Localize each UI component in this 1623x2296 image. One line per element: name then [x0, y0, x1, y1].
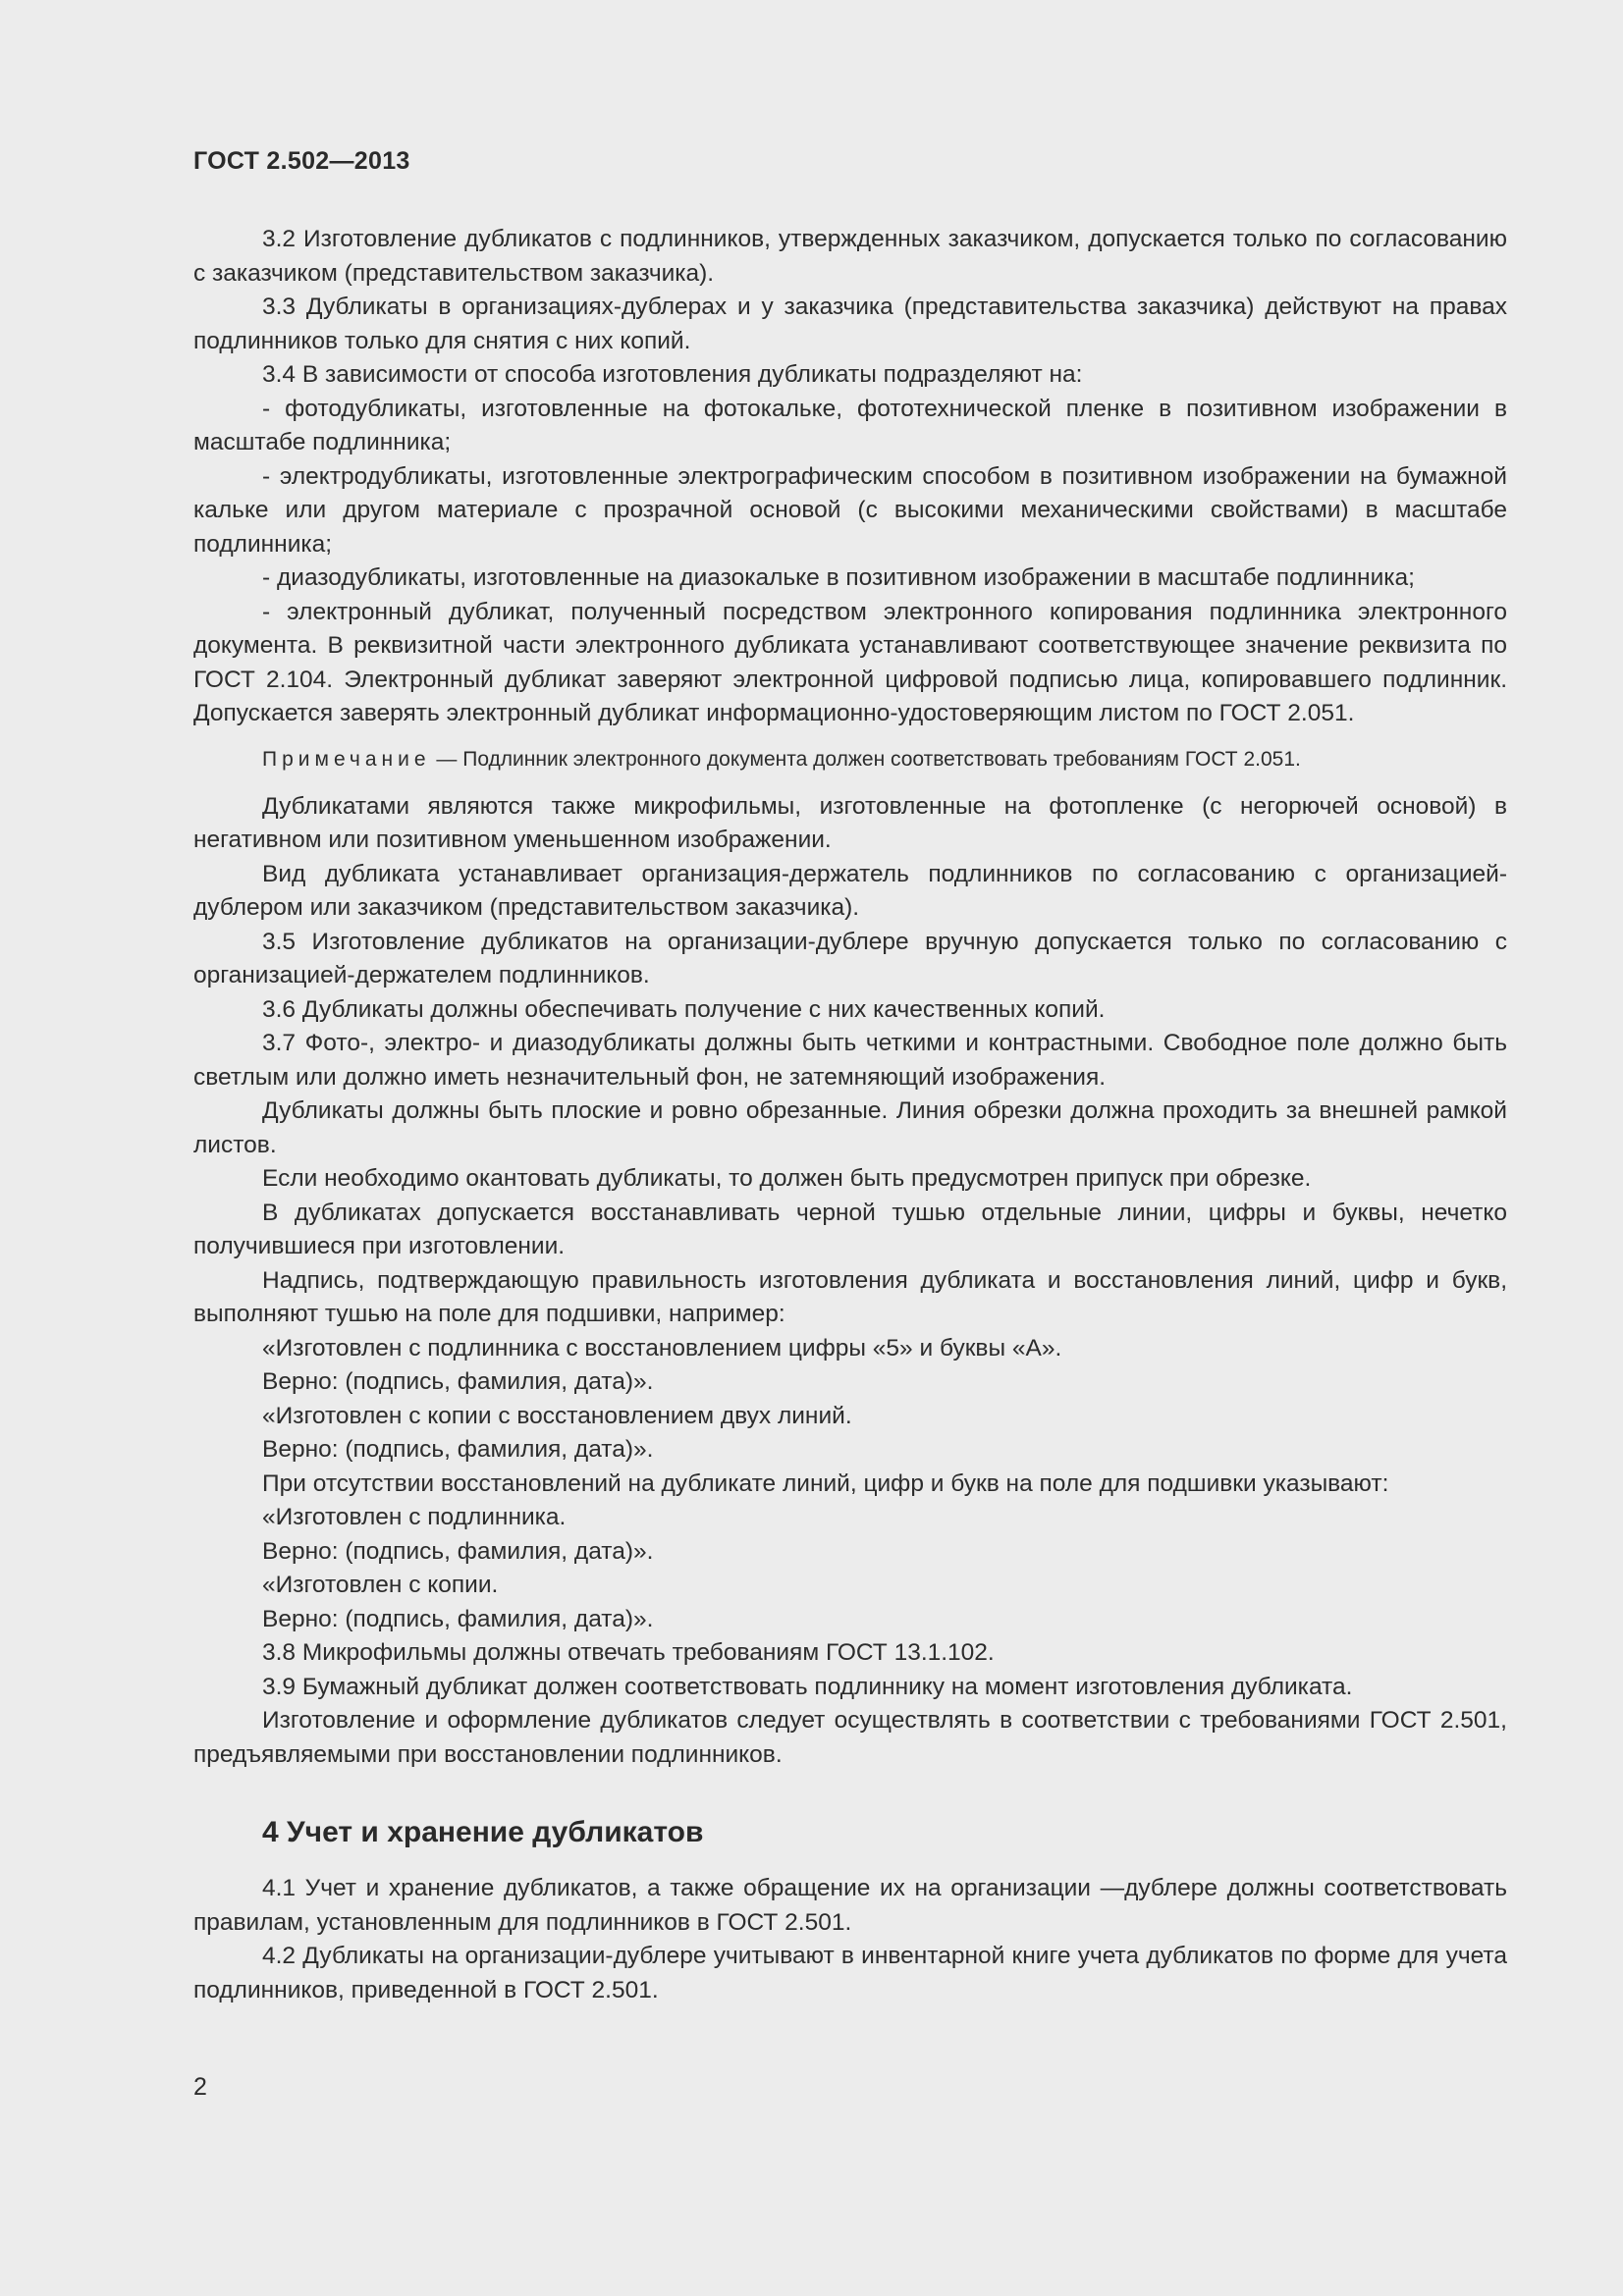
- example-line: «Изготовлен с копии с восстановлением двух линий.: [262, 1402, 852, 1429]
- paragraph-edging: Если необходимо окантовать дубликаты, то должен быть предусмотрен припуск при обрезке.: [262, 1165, 1312, 1192]
- note-text: — Подлинник электронного документа должен соответствовать требованиям ГОСТ 2.051.: [430, 747, 1301, 771]
- paragraph-4-2: 4.2 Дубликаты на организации-дублере учитывают в инвентарной книге учета дубликатов по форме для учета подлинников, приведенной в ГОСТ 2.501.: [193, 1943, 1507, 2003]
- paragraph-3-9: 3.9 Бумажный дубликат должен соответствовать подлиннику на момент изготовления дубликата.: [262, 1673, 1353, 1700]
- paragraph-flat-trim: Дубликаты должны быть плоские и ровно обрезанные. Линия обрезки должна проходить за внешней рамкой листов.: [193, 1097, 1507, 1158]
- note-label: Примечание: [262, 747, 431, 771]
- section-4-heading: 4 Учет и хранение дубликатов: [262, 1816, 704, 1848]
- paragraph-3-7: 3.7 Фото-, электро- и диазодубликаты должны быть четкими и контрастными. Свободное поле должно быть светлым или должно иметь незначительный фон, не затемняющий изображения.: [193, 1030, 1507, 1091]
- document-body: [193, 223, 1507, 2007]
- paragraph-3-2: 3.2 Изготовление дубликатов с подлинников, утвержденных заказчиком, допускается только по согласованию с заказчиком (представительством заказчика).: [193, 226, 1507, 287]
- example-line: Верно: (подпись, фамилия, дата)».: [262, 1368, 654, 1395]
- document-code-header: ГОСТ 2.502—2013: [193, 147, 410, 175]
- list-item-electro-duplicates: - электродубликаты, изготовленные электрографическим способом в позитивном изображении на бумажной кальке или другом материале с прозрачной основой (с высокими механическими свойствами) в масштабе подлинника;: [193, 462, 1507, 558]
- paragraph-4-1: 4.1 Учет и хранение дубликатов, а также обращение их на организации —дублере должны соответствовать правилам, установленным для подлинников в ГОСТ 2.501.: [193, 1875, 1507, 1936]
- example-line: «Изготовлен с копии.: [262, 1572, 499, 1598]
- paragraph-3-8: 3.8 Микрофильмы должны отвечать требованиям ГОСТ 13.1.102.: [262, 1639, 995, 1666]
- paragraph-ink-restoration: В дубликатах допускается восстанавливать черной тушью отдельные линии, цифры и буквы, нечетко получившиеся при изготовлении.: [193, 1199, 1507, 1259]
- list-item-electronic-duplicate: - электронный дубликат, полученный посредством электронного копирования подлинника электронного документа. В реквизитной части электронного дубликата устанавливают соответствующее значение реквизита по ГОСТ 2.104. Электронный дубликат заверяют электронной цифровой подписью лица, копировавшего подлинник. Допускается заверять электронный дубликат информационно-удостоверяющим листом по ГОСТ 2.051.: [193, 598, 1507, 726]
- paragraph-3-4: 3.4 В зависимости от способа изготовления дубликаты подразделяют на:: [262, 361, 1083, 388]
- paragraph-duplicate-type: Вид дубликата устанавливает организация-держатель подлинников по согласованию с организацией-дублером или заказчиком (представительством заказчика).: [193, 860, 1507, 921]
- paragraph-no-restoration: При отсутствии восстановлений на дубликате линий, цифр и букв на поле для подшивки указывают:: [262, 1469, 1389, 1497]
- note: [193, 745, 1507, 774]
- paragraph-restoration-requirements: Изготовление и оформление дубликатов следует осуществлять в соответствии с требованиями ГОСТ 2.501, предъявляемыми при восстановлении подлинников.: [193, 1707, 1507, 1768]
- paragraph-3-5: 3.5 Изготовление дубликатов на организации-дублере вручную допускается только по согласованию с организацией-держателем подлинников.: [193, 928, 1507, 988]
- example-line: Верно: (подпись, фамилия, дата)».: [262, 1436, 654, 1463]
- list-item-photo-duplicates: - фотодубликаты, изготовленные на фотокальке, фототехнической пленке в позитивном изображении в масштабе подлинника;: [193, 395, 1507, 455]
- paragraph-inscription: Надпись, подтверждающую правильность изготовления дубликата и восстановления линий, цифр и букв, выполняют тушью на поле для подшивки, например:: [193, 1266, 1507, 1327]
- paragraph-3-6: 3.6 Дубликаты должны обеспечивать получение с них качественных копий.: [262, 995, 1106, 1023]
- example-line: «Изготовлен с подлинника.: [262, 1504, 567, 1530]
- example-line: Верно: (подпись, фамилия, дата)».: [262, 1537, 654, 1565]
- paragraph-3-3: 3.3 Дубликаты в организациях-дублерах и у заказчика (представительства заказчика) действуют на правах подлинников только для снятия с них копий.: [193, 294, 1507, 354]
- page-number: 2: [193, 2073, 207, 2101]
- example-line: Верно: (подпись, фамилия, дата)».: [262, 1605, 654, 1632]
- list-item-diazo-duplicates: - диазодубликаты, изготовленные на диазокальке в позитивном изображении в масштабе подлинника;: [262, 564, 1415, 591]
- paragraph-microfilms: Дубликатами являются также микрофильмы, изготовленные на фотопленке (с негорючей основой) в негативном или позитивном уменьшенном изображении.: [193, 792, 1507, 853]
- example-line: «Изготовлен с подлинника с восстановлением цифры «5» и буквы «А».: [262, 1334, 1062, 1362]
